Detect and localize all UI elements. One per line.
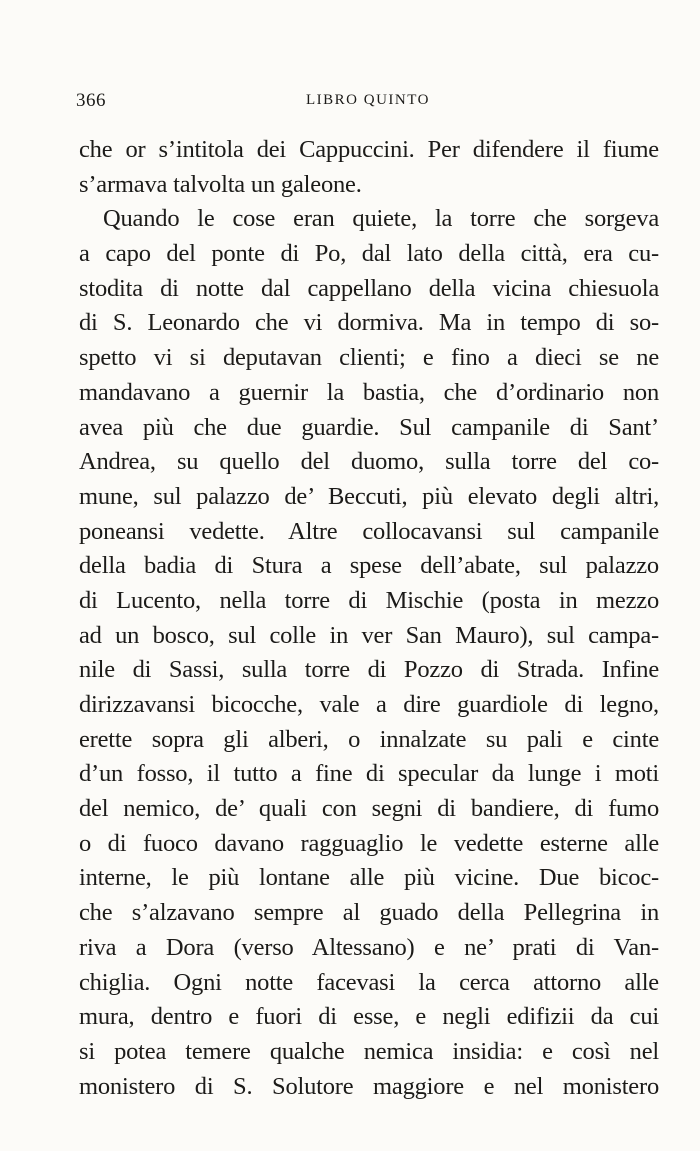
text-line: poneansi vedette. Altre collocavansi sul campanile [79,517,659,545]
text-line: avea più che due guardie. Sul campanile di Sant’ [79,413,659,441]
text-line: ad un bosco, sul colle in ver San Mauro), sul campa- [79,621,659,649]
text-line: mura, dentro e fuori di esse, e negli edifizii da cui [79,1003,659,1031]
text-line: del nemico, de’ quali con segni di bandiere, di fumo [79,795,659,823]
body-text [79,133,659,1104]
text-line: mune, sul palazzo de’ Beccuti, più elevato degli altri, [79,482,659,510]
text-line: Andrea, su quello del duomo, sulla torre del co- [79,448,659,476]
text-line: interne, le più lontane alle più vicine. Due bicoc- [79,864,659,892]
text-line: della badia di Stura a spese dell’abate, sul palazzo [79,552,659,580]
text-line: chiglia. Ogni notte facevasi la cerca attorno alle [79,968,659,996]
text-line: che s’alzavano sempre al guado della Pellegrina in [79,899,659,927]
text-line: o di fuoco davano ragguaglio le vedette esterne alle [79,829,659,857]
text-line: a capo del ponte di Po, dal lato della città, era cu- [79,240,659,268]
text-line: nile di Sassi, sulla torre di Pozzo di Strada. Infine [79,656,659,684]
running-head [76,90,660,118]
text-line: monistero di S. Solutore maggiore e nel monistero [79,1072,659,1100]
book-title: LIBRO QUINTO [306,92,430,108]
page-number: 366 [76,90,106,111]
text-line: di S. Leonardo che vi dormiva. Ma in tempo di so- [79,309,659,337]
text-line: stodita di notte dal cappellano della vicina chiesuola [79,274,659,302]
text-line: erette sopra gli alberi, o innalzate su pali e cinte [79,725,659,753]
text-line: spetto vi si deputavan clienti; e fino a dieci se ne [79,344,659,372]
text-line: s’armava talvolta un galeone. [79,170,362,198]
text-line: riva a Dora (verso Altessano) e ne’ prati di Van- [79,933,659,961]
text-line: si potea temere qualche nemica insidia: e così nel [79,1037,659,1065]
text-line: di Lucento, nella torre di Mischie (posta in mezzo [79,586,659,614]
text-line: che or s’intitola dei Cappuccini. Per difendere il fiume [79,136,659,163]
text-line: d’un fosso, il tutto a fine di specular da lunge i moti [79,760,659,788]
text-line: Quando le cose eran quiete, la torre che sorgeva [103,205,659,233]
text-line: dirizzavansi bicocche, vale a dire guardiole di legno, [79,691,659,718]
text-line: mandavano a guernir la bastia, che d’ordinario non [79,378,659,406]
